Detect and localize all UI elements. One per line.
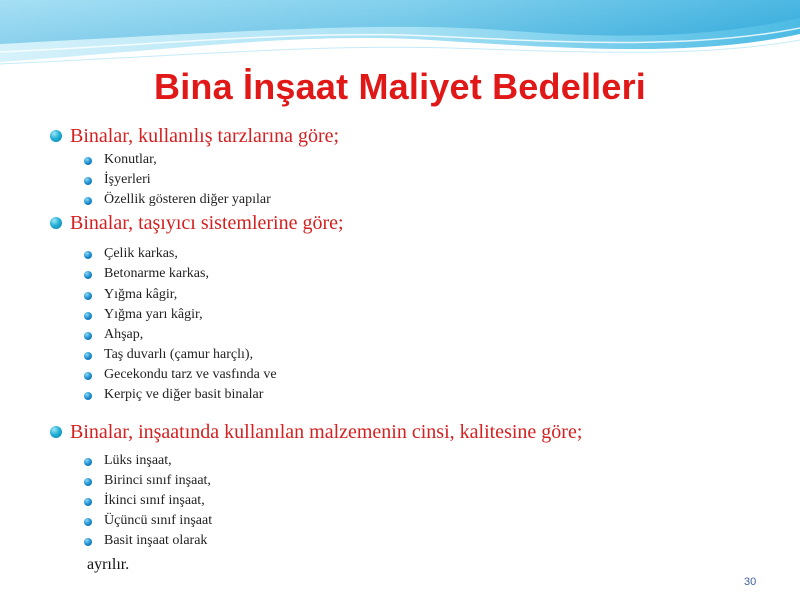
bullet-icon [84,352,92,360]
bullet-icon [50,426,62,438]
bullet-icon [84,538,92,546]
bullet-icon [84,271,92,279]
bullet-icon [84,498,92,506]
section-heading-text: Binalar, inşaatında kullanılan malzemenin cinsi, kalitesine göre; [70,421,583,443]
bullet-icon [84,372,92,380]
bullet-icon [84,292,92,300]
bullet-icon [50,130,62,142]
bullet-icon [50,217,62,229]
section-heading-text: Binalar, kullanılış tarzlarına göre; [70,125,340,147]
closing-text: ayrılır. [87,556,130,573]
bullet-icon [84,458,92,466]
bullet-icon [84,312,92,320]
bullet-icon [84,251,92,259]
bullet-icon [84,478,92,486]
bullet-icon [84,177,92,185]
bullet-icon [84,392,92,400]
slide-title: Bina İnşaat Maliyet Bedelleri [154,66,646,107]
bullet-icon [84,157,92,165]
bullet-icon [84,197,92,205]
slide: Bina İnşaat Maliyet Bedelleri Binalar, kullanılış tarzlarına göre; Konutlar, İşyerleri Özellik gösteren diğer yapılar Binalar, taşıyıcı sistemlerine göre; Çelik karkas, Betonarme karkas, Yığma kâgir, Yığma yarı kâgir, Ahşap, Taş duvarlı (çamur harçlı), Gecekondu tarz ve vasfında ve Kerpiç ve diğer basit binalar Binalar, inşaatında kullanılan malzemenin cinsi, kalitesine göre; Lüks inşaat, Birinci sınıf inşaat, İkinci sınıf inşaat, Üçüncü sınıf inşaat Basit inşaat olarak ayrılır. 30 [0,0,800,600]
section-heading-text: Binalar, taşıyıcı sistemlerine göre; [70,212,344,234]
bullet-icon [84,332,92,340]
bullet-icon [84,518,92,526]
page-number: 30 [744,576,757,588]
